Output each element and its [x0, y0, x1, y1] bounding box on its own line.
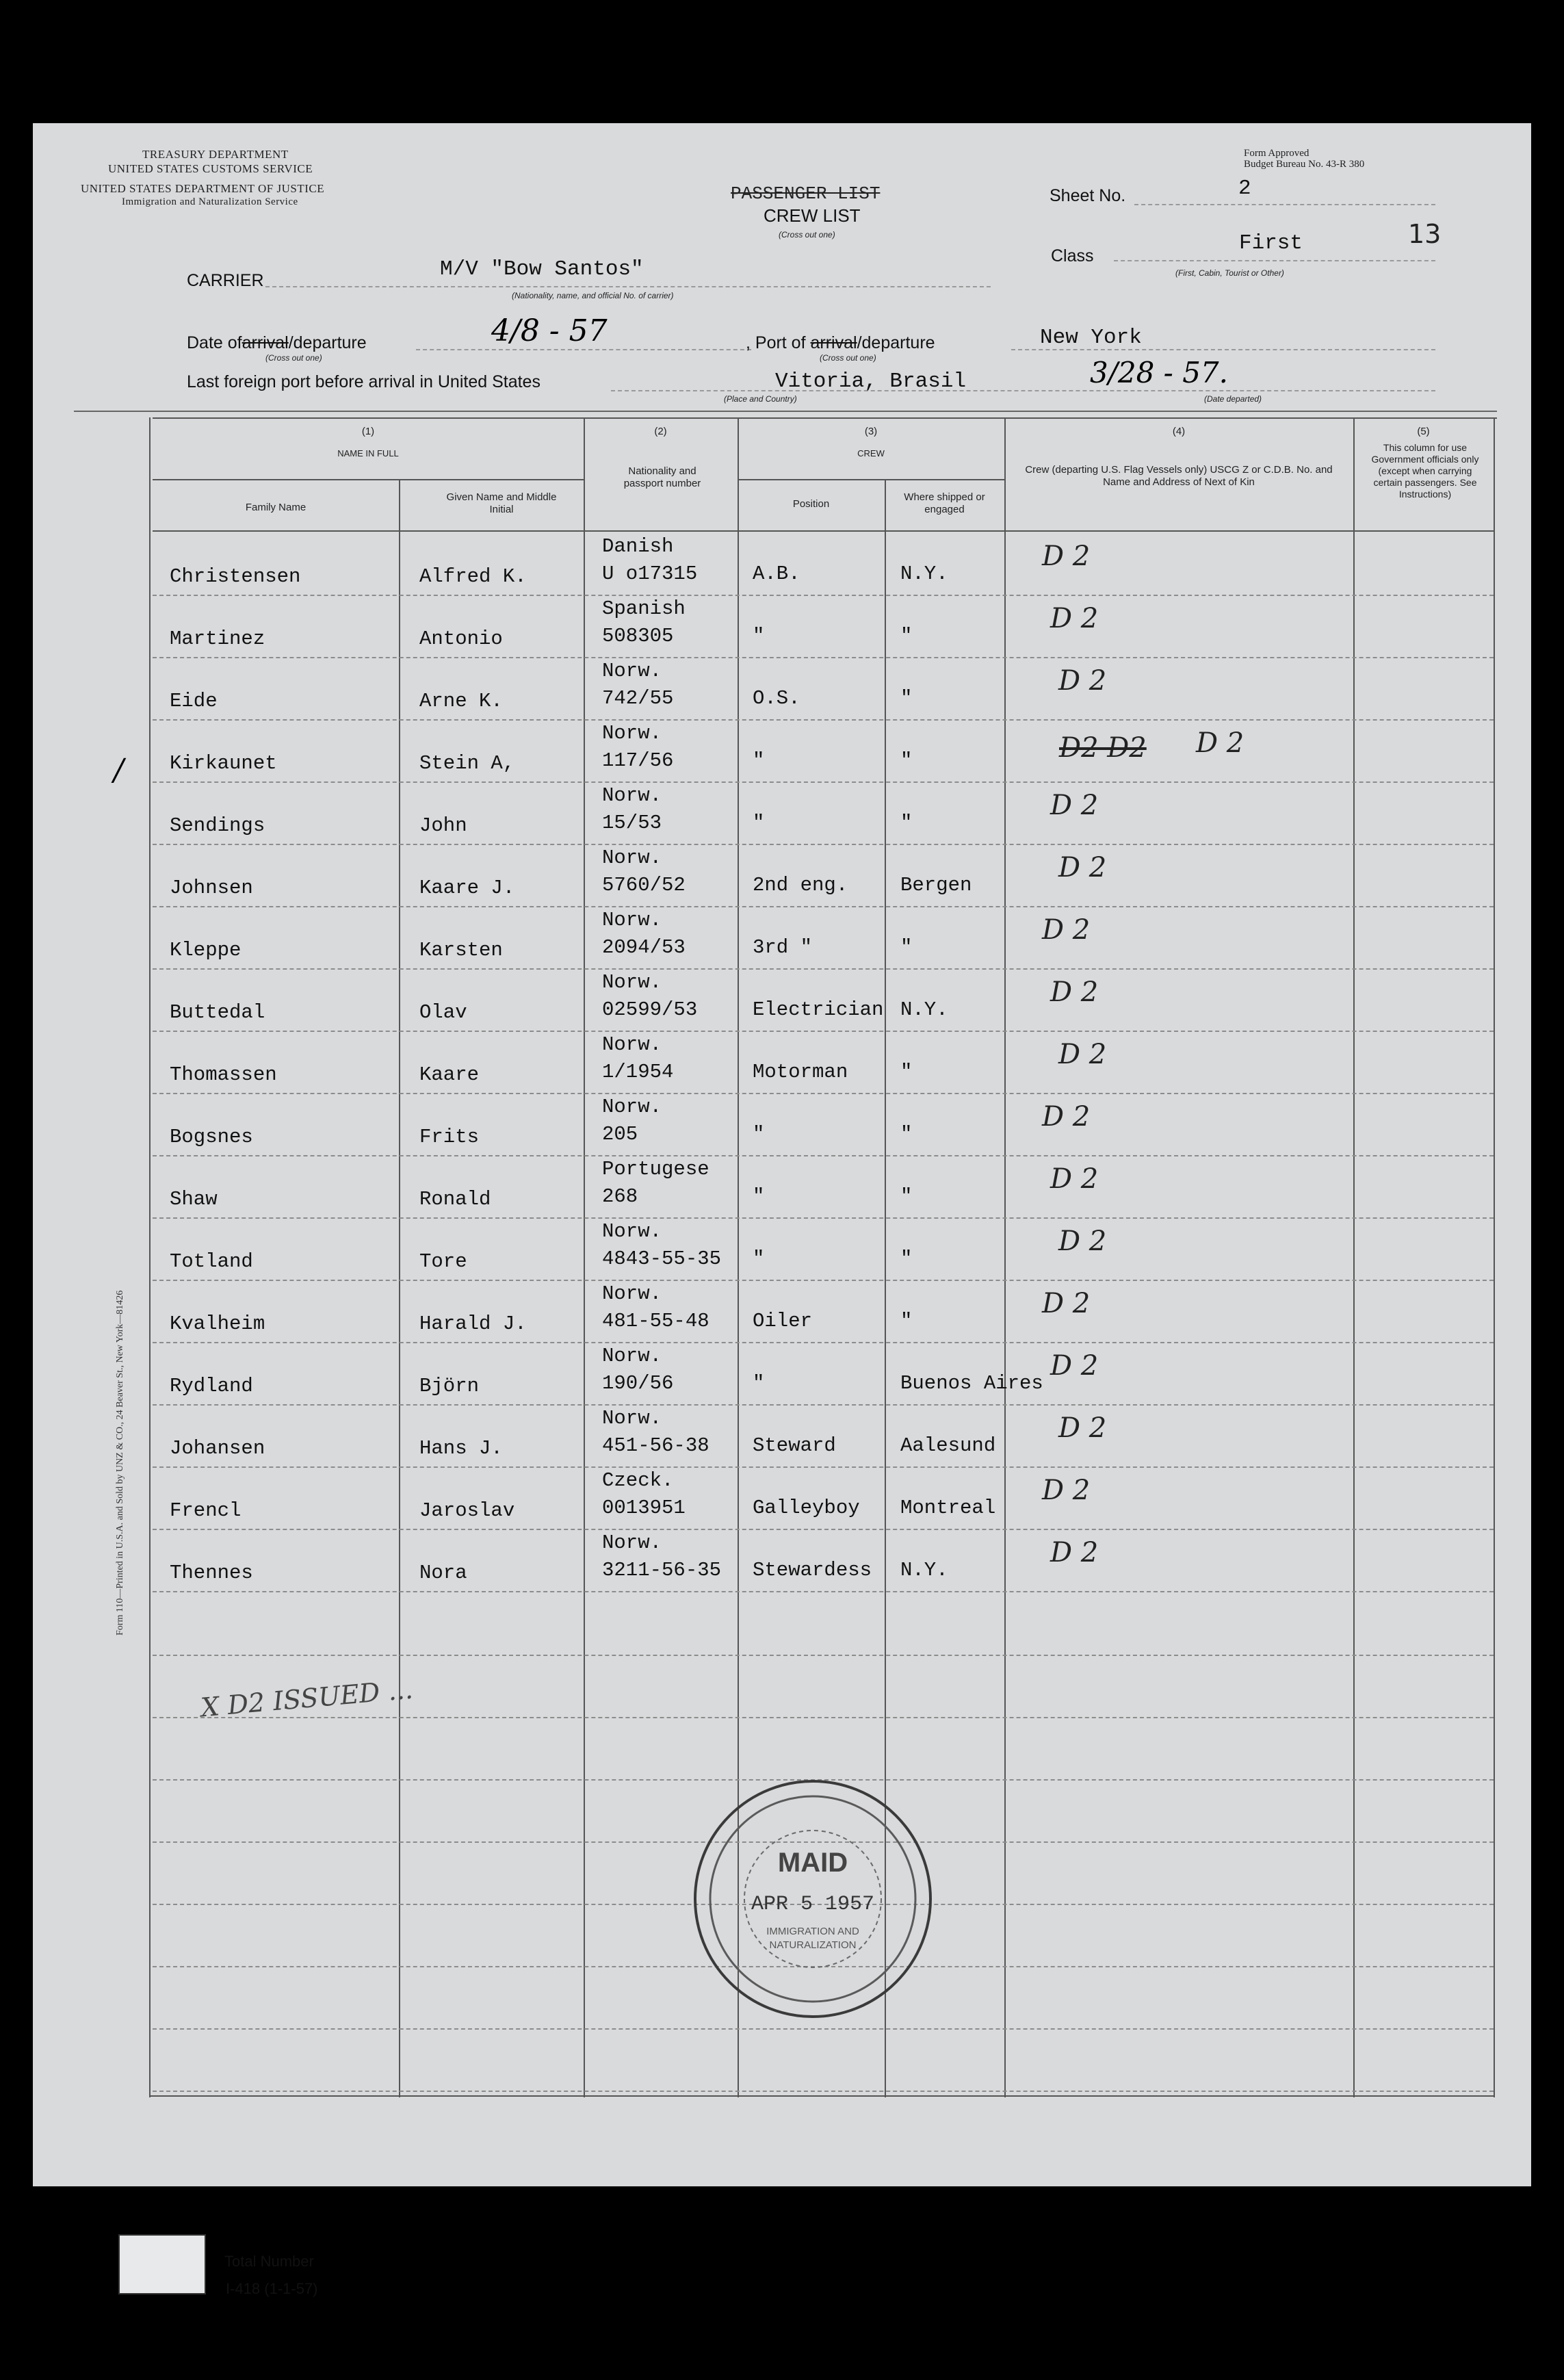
cell-given-name: Harald J.	[419, 1312, 527, 1335]
form-code: I-418 (1-1-57)	[226, 2280, 318, 2297]
col5-title: This column for use Government officials only (except when carrying certain passengers. See Instructions)	[1371, 442, 1479, 500]
cell-family-name: Bogsnes	[170, 1126, 253, 1148]
cell-position: "	[753, 749, 765, 772]
cell-passport: 02599/53	[602, 998, 698, 1021]
row-rule	[153, 657, 1494, 658]
class-label: Class	[1051, 246, 1094, 266]
cell-passport: 1/1954	[602, 1061, 674, 1083]
list-type-struck: PASSENGER LIST	[731, 183, 881, 204]
cell-passport: U o17315	[602, 562, 698, 585]
cell-position: A.B.	[753, 562, 800, 585]
cell-crew-mark: D 2	[1042, 1288, 1091, 1319]
cell-family-name: Eide	[170, 690, 218, 712]
cell-crew-mark: D 2	[1042, 541, 1091, 572]
carrier-hint: (Nationality, name, and official No. of carrier)	[512, 291, 674, 300]
agency-line-2: UNITED STATES CUSTOMS SERVICE	[108, 162, 313, 175]
cell-position: Steward	[753, 1434, 836, 1457]
cell-passport: 3211-56-35	[602, 1559, 722, 1581]
cell-nationality: Norw.	[602, 1345, 662, 1367]
cell-crew-mark: D 2	[1050, 790, 1099, 821]
cell-position: "	[753, 1185, 765, 1208]
cell-crew-mark: D 2	[1042, 914, 1091, 946]
port-label: , Port of arrival/departure	[746, 333, 935, 352]
cell-nationality: Norw.	[602, 1096, 662, 1118]
cell-passport: 2094/53	[602, 936, 686, 959]
col4-title: Crew (departing U.S. Flag Vessels only) USCG Z or C.D.B. No. and Name and Address of Next of Kin	[1025, 464, 1333, 488]
row-rule	[153, 781, 1494, 783]
cell-family-name: Totland	[170, 1250, 253, 1273]
stamp-line-4: NATURALIZATION	[769, 1939, 857, 1951]
cell-crew-mark: D 2	[1058, 1226, 1107, 1257]
cell-nationality: Norw.	[602, 722, 662, 745]
cell-given-name: Karsten	[419, 939, 503, 961]
col2-title: Nationality and passport number	[623, 465, 701, 489]
cell-where-engaged: Buenos Aires	[900, 1372, 1043, 1395]
crew-list-form	[33, 123, 1531, 2297]
col3-num: (3)	[864, 426, 878, 437]
cell-where-engaged: N.Y.	[900, 562, 948, 585]
col1-family: Family Name	[245, 502, 307, 513]
budget-bureau: Budget Bureau No. 43-R 380	[1244, 159, 1365, 170]
cell-given-name: Olav	[419, 1001, 467, 1024]
list-type-hint: (Cross out one)	[779, 230, 835, 240]
sheet-value: 2	[1238, 177, 1251, 201]
handwritten-note: X D2 ISSUED ...	[199, 1674, 415, 1723]
last-port-label: Last foreign port before arrival in United States	[187, 372, 540, 391]
empty-row-rule	[153, 2028, 1494, 2030]
class-value: First	[1239, 231, 1303, 255]
cell-nationality: Norw.	[602, 1407, 662, 1430]
cell-given-name: Nora	[419, 1562, 467, 1584]
cell-passport: 0013951	[602, 1497, 686, 1519]
cell-where-engaged: "	[900, 625, 913, 647]
cell-nationality: Norw.	[602, 784, 662, 807]
cell-given-name: John	[419, 814, 467, 837]
sheet-label: Sheet No.	[1050, 186, 1126, 205]
stamp-line-1: MAID	[777, 1848, 848, 1878]
cell-where-engaged: "	[900, 1310, 913, 1332]
cell-given-name: Björn	[419, 1375, 480, 1397]
carrier-label: CARRIER	[187, 271, 264, 290]
cell-where-engaged: "	[900, 1185, 913, 1208]
col3-position: Position	[792, 498, 830, 510]
cell-crew-mark: D 2	[1058, 1039, 1107, 1070]
cell-given-name: Ronald	[419, 1188, 491, 1211]
row-rule	[153, 1342, 1494, 1343]
col1-num: (1)	[361, 426, 375, 437]
cell-nationality: Norw.	[602, 971, 662, 994]
cell-nationality: Norw.	[602, 1033, 662, 1056]
agency-line-4: Immigration and Naturalization Service	[122, 196, 298, 207]
cell-nationality: Norw.	[602, 1531, 662, 1554]
cell-where-engaged: "	[900, 1061, 913, 1083]
row-rule	[153, 1466, 1494, 1468]
date-value: 4/8 - 57	[491, 313, 608, 348]
col3-title: CREW	[857, 448, 885, 458]
cell-crew-mark: D 2	[1050, 1163, 1099, 1195]
cell-position: Oiler	[753, 1310, 813, 1332]
cell-crew-mark: D 2	[1042, 1475, 1091, 1506]
cell-given-name: Antonio	[419, 628, 503, 650]
cell-passport: 451-56-38	[602, 1434, 709, 1457]
cell-passport: 15/53	[602, 812, 662, 834]
col3-where: Where shipped or engaged	[904, 491, 985, 515]
cell-crew-mark: D 2	[1042, 1101, 1091, 1133]
form-approved: Form Approved	[1244, 148, 1309, 159]
cell-crew-mark: D 2	[1050, 1537, 1099, 1568]
cell-given-name: Stein A,	[419, 752, 515, 775]
corner-number: 13	[1408, 219, 1442, 249]
row-rule	[153, 1529, 1494, 1530]
port-value: New York	[1040, 326, 1142, 350]
list-type-title: CREW LIST	[764, 205, 861, 226]
cell-nationality: Portugese	[602, 1158, 709, 1180]
cell-family-name: Martinez	[170, 628, 265, 650]
col5-num: (5)	[1417, 426, 1430, 437]
cell-where-engaged: Aalesund	[900, 1434, 996, 1457]
carrier-value: M/V "Bow Santos"	[440, 257, 644, 281]
cell-given-name: Jaroslav	[419, 1499, 515, 1522]
cell-family-name: Buttedal	[170, 1001, 265, 1024]
row-rule	[153, 1404, 1494, 1406]
cell-where-engaged: N.Y.	[900, 998, 948, 1021]
cell-crew-mark: D 2	[1050, 976, 1099, 1008]
cell-passport: 5760/52	[602, 874, 686, 896]
cell-where-engaged: "	[900, 812, 913, 834]
cell-nationality: Norw.	[602, 660, 662, 682]
cell-family-name: Johansen	[170, 1437, 265, 1460]
cell-position: "	[753, 1372, 765, 1395]
row-rule	[153, 968, 1494, 970]
row-rule	[153, 719, 1494, 721]
immigration-stamp	[690, 1776, 936, 2022]
cell-nationality: Danish	[602, 535, 674, 558]
cell-passport: 481-55-48	[602, 1310, 709, 1332]
row-rule	[153, 1591, 1494, 1592]
row-rule	[153, 1155, 1494, 1156]
cell-given-name: Alfred K.	[419, 565, 527, 588]
margin-tick: /	[114, 753, 124, 788]
total-label: Total Number	[224, 2253, 314, 2270]
cell-where-engaged: "	[900, 687, 913, 710]
cell-nationality: Norw.	[602, 1220, 662, 1243]
cell-passport: 117/56	[602, 749, 674, 772]
row-rule	[153, 1280, 1494, 1281]
cell-position: "	[753, 812, 765, 834]
empty-row-rule	[153, 1655, 1494, 1656]
cell-position: "	[753, 1247, 765, 1270]
cell-position: "	[753, 1123, 765, 1146]
cell-given-name: Kaare	[419, 1063, 480, 1086]
cell-family-name: Christensen	[170, 565, 301, 588]
cell-position: "	[753, 625, 765, 647]
cell-family-name: Shaw	[170, 1188, 218, 1211]
agency-line-1: TREASURY DEPARTMENT	[142, 148, 289, 161]
cell-given-name: Arne K.	[419, 690, 503, 712]
cell-crew-mark: D 2	[1058, 852, 1107, 883]
row-rule	[153, 906, 1494, 907]
empty-row-rule	[153, 1717, 1494, 1718]
cell-position: O.S.	[753, 687, 800, 710]
cell-where-engaged: Bergen	[900, 874, 972, 896]
cell-passport: 190/56	[602, 1372, 674, 1395]
cell-passport: 4843-55-35	[602, 1247, 722, 1270]
cell-position: Electrician	[753, 998, 884, 1021]
row-rule	[153, 1031, 1494, 1032]
cell-family-name: Kvalheim	[170, 1312, 265, 1335]
cell-where-engaged: "	[900, 1247, 913, 1270]
cell-family-name: Kirkaunet	[170, 752, 277, 775]
last-port-hint: (Place and Country)	[724, 394, 797, 404]
row-rule	[153, 844, 1494, 845]
row-rule	[153, 1217, 1494, 1219]
cell-where-engaged: N.Y.	[900, 1559, 948, 1581]
stamp-line-3: IMMIGRATION AND	[766, 1926, 859, 1937]
cell-passport: 268	[602, 1185, 638, 1208]
cell-nationality: Norw.	[602, 909, 662, 931]
cell-given-name: Kaare J.	[419, 877, 515, 899]
cell-crew-mark: D 2	[1050, 1350, 1099, 1382]
cell-given-name: Frits	[419, 1126, 480, 1148]
empty-row-rule	[153, 2091, 1494, 2092]
cell-crew-mark: D 2	[1058, 1412, 1107, 1444]
cell-family-name: Kleppe	[170, 939, 242, 961]
col1-title: NAME IN FULL	[337, 448, 399, 458]
date-departed-hint: (Date departed)	[1204, 394, 1262, 404]
cell-nationality: Czeck.	[602, 1469, 674, 1492]
row4-struck-mark: D2 D2	[1059, 732, 1147, 764]
cell-family-name: Thomassen	[170, 1063, 277, 1086]
cell-passport: 508305	[602, 625, 674, 647]
cell-crew-mark: D 2	[1050, 603, 1099, 634]
cell-where-engaged: "	[900, 1123, 913, 1146]
col1-given: Given Name and Middle Initial	[446, 491, 557, 515]
cell-nationality: Spanish	[602, 597, 686, 620]
cell-where-engaged: "	[900, 749, 913, 772]
cell-position: 3rd "	[753, 936, 813, 959]
cell-given-name: Tore	[419, 1250, 467, 1273]
cell-passport: 205	[602, 1123, 638, 1146]
row-rule	[153, 1093, 1494, 1094]
total-number-box	[118, 2234, 206, 2294]
cell-nationality: Norw.	[602, 1282, 662, 1305]
last-port-value: Vitoria, Brasil	[775, 370, 967, 393]
cell-family-name: Rydland	[170, 1375, 253, 1397]
cell-position: Galleyboy	[753, 1497, 860, 1519]
port-hint: (Cross out one)	[820, 353, 876, 363]
cell-family-name: Sendings	[170, 814, 265, 837]
cell-crew-mark: D 2	[1196, 727, 1244, 759]
cell-where-engaged: "	[900, 936, 913, 959]
cell-family-name: Johnsen	[170, 877, 253, 899]
agency-line-3: UNITED STATES DEPARTMENT OF JUSTICE	[81, 182, 325, 195]
cell-position: Motorman	[753, 1061, 848, 1083]
col4-num: (4)	[1172, 426, 1186, 437]
cell-crew-mark: D 2	[1058, 665, 1107, 697]
cell-nationality: Norw.	[602, 846, 662, 869]
cell-family-name: Thennes	[170, 1562, 253, 1584]
class-hint: (First, Cabin, Tourist or Other)	[1175, 268, 1284, 278]
date-label: Date ofarrival/departure	[187, 333, 367, 352]
date-departed-value: 3/28 - 57.	[1090, 356, 1229, 389]
cell-position: 2nd eng.	[753, 874, 848, 896]
cell-given-name: Hans J.	[419, 1437, 503, 1460]
cell-position: Stewardess	[753, 1559, 872, 1581]
side-imprint: Form 110—Printed in U.S.A. and Sold by UNZ & CO., 24 Beaver St., New York—81426	[115, 1290, 125, 1635]
cell-where-engaged: Montreal	[900, 1497, 996, 1519]
cell-family-name: Frencl	[170, 1499, 242, 1522]
col2-num: (2)	[654, 426, 667, 437]
date-hint: (Cross out one)	[265, 353, 322, 363]
row-rule	[153, 595, 1494, 596]
stamp-line-2: APR 5 1957	[751, 1893, 875, 1916]
cell-passport: 742/55	[602, 687, 674, 710]
